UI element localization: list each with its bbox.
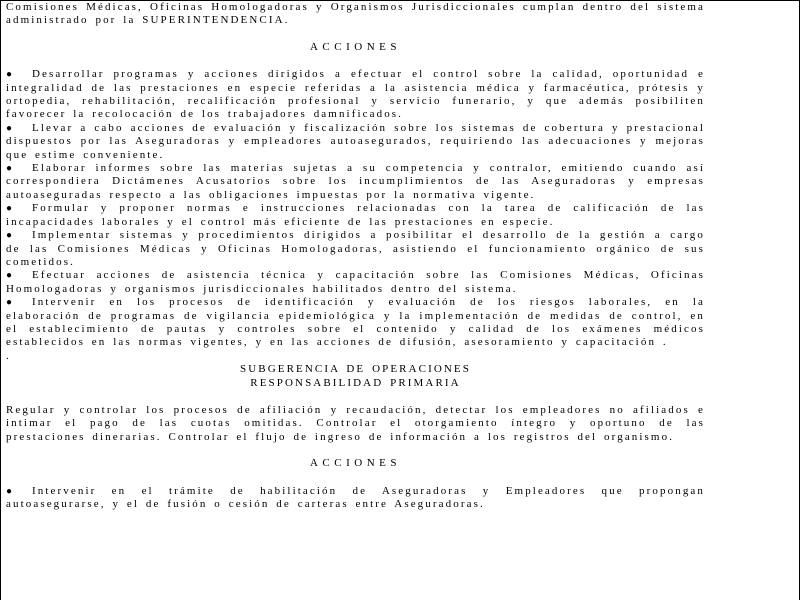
acciones-list-2 (6, 485, 705, 512)
bullet-dot-icon: ● (6, 69, 13, 81)
acciones-list-1 (6, 68, 705, 363)
acciones-heading-1: ACCIONES (309, 40, 401, 53)
trailing-mark: . (6, 349, 11, 362)
intro-paragraph: Comisiones Médicas, Oficinas Homologadoras y Organismos Jurisdiccionales cumplan dentro del sistema administrado por la SUPERINTENDENCIA. (6, 1, 705, 27)
list-item: ● Desarrollar programas y acciones dirigidos a efectuar el control sobre la calidad, oportunidad e integralidad de las prestaciones en especie referidas a la asistencia médica y farmacéutica, prótesis y ortopedia, rehabilitación, recalificación profesional y servicio funerario, y que además posibiliten favorecer la recolocación de los trabajadores damnificados. (6, 68, 705, 121)
bullet-dot-icon: ● (6, 230, 13, 242)
acciones-heading-2: ACCIONES (309, 457, 401, 470)
list-item: ● Llevar a cabo acciones de evaluación y fiscalización sobre los sistemas de cobertura y prestacional dispuestos por las Aseguradoras y empleadores autoasegurados, requiriendo las adecuaciones y mejoras que estime conveniente. (6, 121, 705, 161)
responsabilidad-paragraph: Regular y controlar los procesos de afiliación y recaudación, detectar los empleadores no afiliados e intimar el pago de las cuotas omitidas. Controlar el otorgamiento íntegro y oportuno de las prestaciones dinerarias. Controlar el flujo de ingreso de información a los registros del organismo. (6, 403, 705, 443)
list-item: ● Efectuar acciones de asistencia técnica y capacitación sobre las Comisiones Médicas, Oficinas Homologadoras y organismos jurisdiccionales habilitados dentro del sistema. (6, 269, 705, 295)
bullet-dot-icon: ● (6, 270, 13, 282)
bullet-dot-icon: ● (6, 297, 13, 309)
list-item: ● Formular y proponer normas e instrucciones relacionadas con la tarea de calificación de las incapacidades laborales y el control más eficiente de las prestaciones en especie. (6, 202, 705, 228)
bullet-dot-icon: ● (6, 122, 13, 134)
list-item: ● Implementar sistemas y procedimientos dirigidos a posibilitar el desarrollo de la gestión a cargo de las Comisiones Médicas y Oficinas Homologadoras, asistiendo el funcionamiento orgánico de sus cometidos. (6, 229, 705, 268)
subgerencia-title: SUBGERENCIA DE OPERACIONES (240, 363, 471, 376)
bullet-dot-icon: ● (6, 163, 13, 175)
page-right-margin (705, 1, 799, 600)
bullet-dot-icon: ● (6, 203, 13, 215)
list-item: ● Elaborar informes sobre las materias sujetas a su competencia y contralor, emitiendo cuando así correspondiera Dictámenes Acusatorios sobre los incumplimientos de las Aseguradoras y empresas autoaseguradas respecto a las obligaciones impuestas por la normativa vigente. (6, 162, 705, 201)
document-content (6, 1, 705, 511)
bullet-dot-icon: ● (6, 485, 13, 497)
responsabilidad-title: RESPONSABILIDAD PRIMARIA (250, 376, 461, 389)
list-item: ● Intervenir en el trámite de habilitación de Aseguradoras y Empleadores que propongan autoasegurarse, y el de fusión o cesión de carteras entre Aseguradoras. (6, 484, 705, 510)
list-item: ● Intervenir en los procesos de identificación y evaluación de los riesgos laborales, en la elaboración de programas de vigilancia epidemiológica y la implementación de medidas de control, en el establecimiento de pautas y controles sobre el contenido y calidad de los exámenes médicos establecidos en las normas vigentes, y en las acciones de difusión, asesoramiento y capacitación . (6, 296, 705, 349)
